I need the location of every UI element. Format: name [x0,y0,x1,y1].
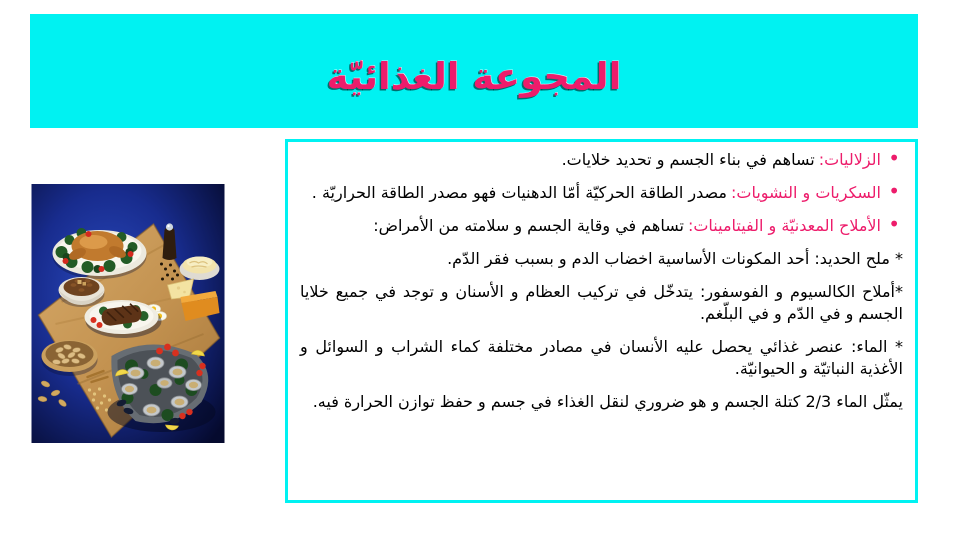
beans-bowl [59,277,105,307]
slide-title: المجوعة الغذائيّة [326,54,622,98]
item-calcium-phosphorus [300,281,903,325]
item-text: تساهم في بناء الجسم و تحديد خلايات. [561,150,815,169]
item-text: مصدر الطاقة الحركيّة أمّا الدهنيات فهو مصدر الطاقة الحراريّة . [311,183,727,202]
bullet-icon: • [888,146,900,170]
item-text: * الماء: عنصر غذائي يحصل عليه الأنسان في مصادر مختلفة كماء الشراب و السوائل و الأغذية النباتيّة و الحيوانيّة. [300,337,903,378]
bullet-icon: • [888,179,900,203]
item-label: الأملاح المعدنيّة و الفيتامينات: [687,216,881,235]
item-label: السكريات و النشويات: [730,183,881,202]
item-minerals-vitamins [300,212,903,237]
item-text: *أملاح الكالسيوم و الفوسفور: يتدخّل في تركيب العظام و الأسنان و توجد في جميع خلايا الجسم و في الدّم و في البلّغم. [300,282,903,323]
food-photo [31,184,225,443]
item-proteins [300,146,903,171]
bullet-icon: • [888,212,900,236]
item-text: تساهم في وقاية الجسم و سلامته من الأمراض: [373,216,684,235]
content-text-box [285,139,918,503]
slide-title-bar [30,14,918,128]
item-sugars-starches [300,179,903,204]
item-text: * ملح الحديد: أحد المكونات الأساسية اخضاب الدم و بسبب فقر الدّم. [447,249,903,268]
item-iron-salt [300,248,903,270]
item-water [300,336,903,380]
food-photo-illustration [31,184,225,443]
item-water-ratio [300,391,903,413]
item-label: الزلاليات: [818,150,881,169]
item-text: يمثّل الماء 2/3 كتلة الجسم و هو ضروري لنقل الغذاء في جسم و حفظ توازن الحرارة فيه. [312,392,903,411]
